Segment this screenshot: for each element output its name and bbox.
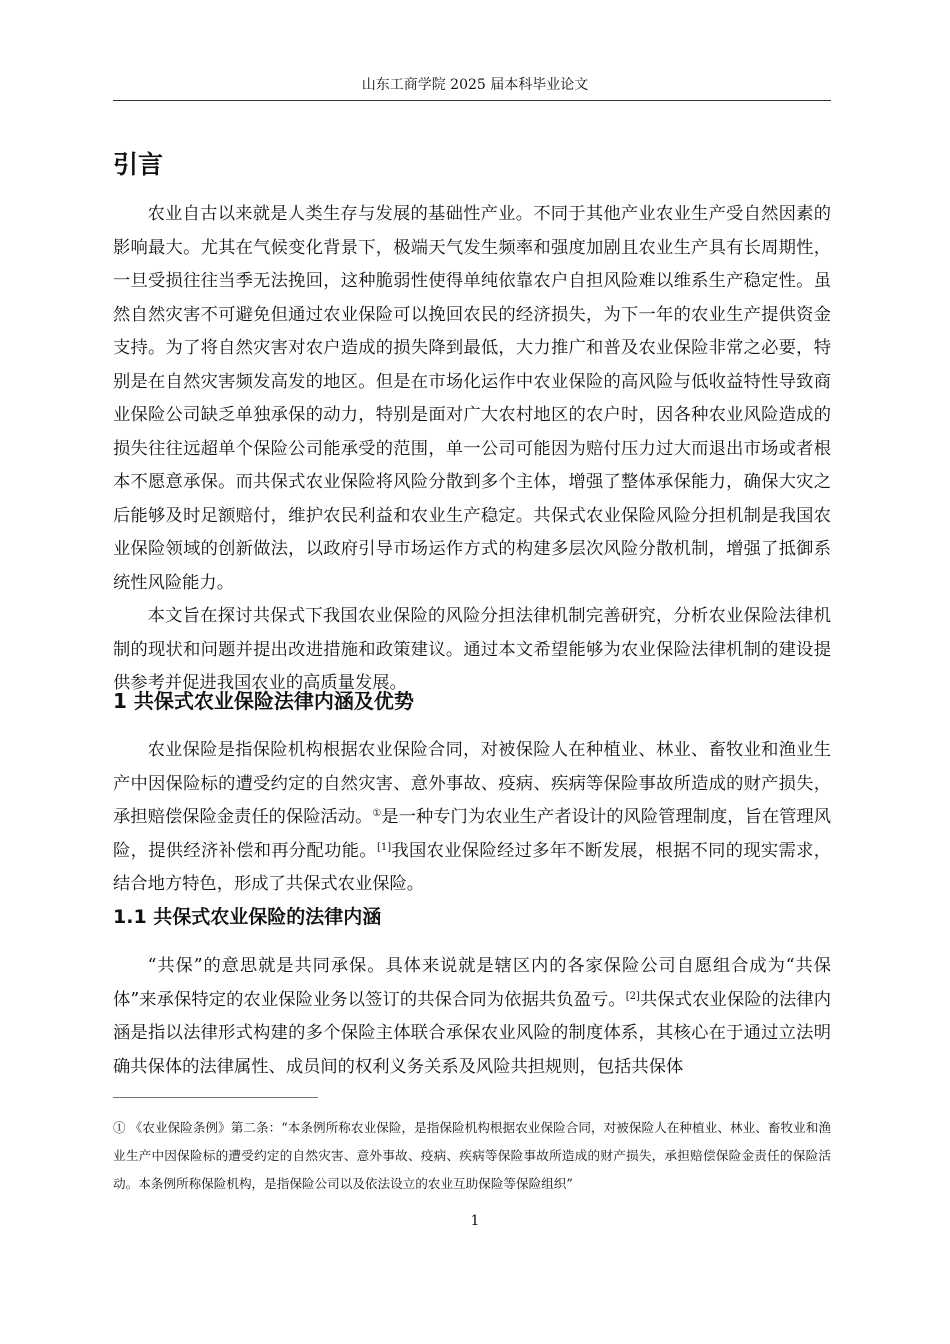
section-1-heading: 1 共保式农业保险法律内涵及优势 (113, 689, 414, 713)
footnote-divider (113, 1097, 318, 1098)
header-divider (113, 100, 831, 101)
section-1-text-a: 农业保险是指保险机构根据农业保险合同，对被保险人在种植业、林业、畜牧业和渔业生产中因保险标的遭受约定的自然灾害、意外事故、疫病、疾病等保险事故所造成的财产损失，承担赔偿保险金责任的保险活动。 (113, 740, 831, 827)
citation-marker: [2] (625, 990, 640, 1002)
running-header: 山东工商学院 2025 届本科毕业论文 (361, 77, 589, 93)
citation-marker: [1] (376, 841, 392, 853)
intro-paragraph-2: 本文旨在探讨共保式下我国农业保险的风险分担法律机制完善研究，分析农业保险法律机制的现状和问题并提出改进措施和政策建议。通过本文希望能够为农业保险法律机制的建设提供参考并促进我国农业的高质量发展。 (113, 606, 831, 693)
intro-heading: 引言 (113, 150, 164, 179)
section-1-text-c: 我国农业保险经过多年不断发展，根据不同的现实需求，结合地方特色，形成了共保式农业保险。 (113, 840, 831, 894)
section-1-paragraph (113, 734, 831, 902)
section-1-1-text-a: “共保”的意思就是共同承保。具体来说就是辖区内的各家保险公司自愿组合成为“共保体”来承保特定的农业保险业务以签订的共保合同为依据共负盈亏。 (113, 956, 831, 1010)
page-number: 1 (470, 1213, 480, 1229)
footnote-marker: ① (372, 808, 382, 819)
intro-paragraph-1: 农业自古以来就是人类生存与发展的基础性产业。不同于其他产业农业生产受自然因素的影响最大。尤其在气候变化背景下，极端天气发生频率和强度加剧且农业生产具有长周期性，一旦受损往往当季无法挽回，这种脆弱性使得单纯依靠农户自担风险难以维系生产稳定性。虽然自然灾害不可避免但通过农业保险可以挽回农民的经济损失，为下一年的农业生产提供资金支持。为了将自然灾害对农户造成的损失降到最低，大力推广和普及农业保险非常之必要，特别是在自然灾害频发高发的地区。但是在市场化运作中农业保险的高风险与低收益特性导致商业保险公司缺乏单独承保的动力，特别是面对广大农村地区的农户时，因各种农业风险造成的损失往往远超单个保险公司能承受的范围，单一公司可能因为赔付压力过大而退出市场或者根本不愿意承保。而共保式农业保险将风险分散到多个主体，增强了整体承保能力，确保大灾之后能够及时足额赔付，维护农民利益和农业生产稳定。共保式农业保险风险分担机制是我国农业保险领域的创新做法，以政府引导市场运作方式的构建多层次风险分散机制，增强了抵御系统性风险能力。 (113, 204, 831, 593)
section-1-1-text-b: 共保式农业保险的法律内涵是指以法律形式构建的多个保险主体联合承保农业风险的制度体系，其核心在于通过立法明确共保体的法律属性、成员间的权利义务关系及风险共担规则，包括共保体 (113, 989, 831, 1077)
section-1-1-paragraph (113, 950, 831, 1084)
section-1-text-b: 是一种专门为农业生产者设计的风险管理制度，旨在管理风险，提供经济补偿和再分配功能。 (113, 807, 831, 861)
section-1-1-heading: 1.1 共保式农业保险的法律内涵 (113, 906, 382, 928)
footnote: ① 《农业保险条例》第二条：“本条例所称农业保险，是指保险机构根据农业保险合同，对被保险人在种植业、林业、畜牧业和渔业生产中因保险标的遭受约定的自然灾害、意外事故、疫病、疾病等保险事故所造成的财产损失，承担赔偿保险金责任的保险活动。本条例所称保险机构，是指保险公司以及依法设立的农业互助保险等保险组织” (113, 1120, 831, 1191)
